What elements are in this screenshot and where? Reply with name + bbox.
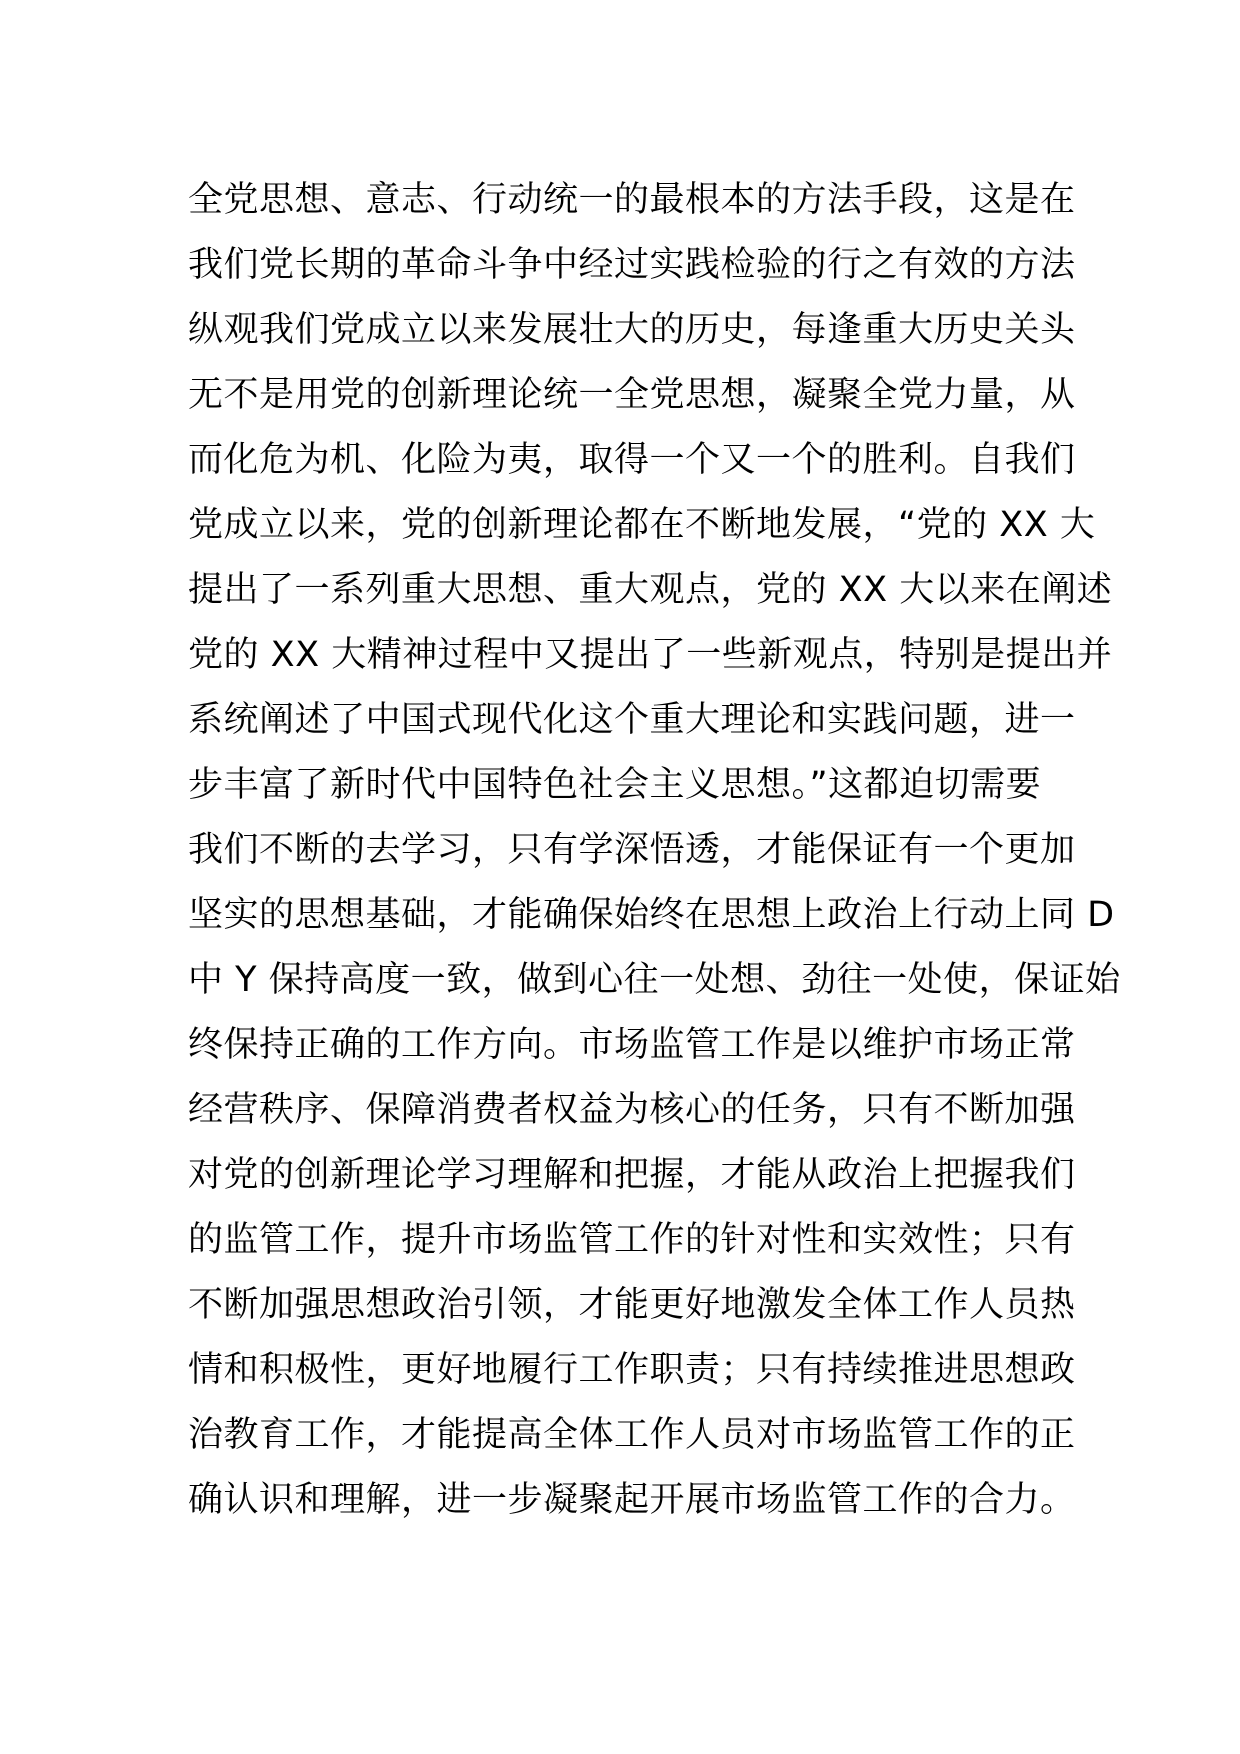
text-line: 系统阐述了中国式现代化这个重大理论和实践问题，进一 [188,700,1076,740]
text-line: 纵观我们党成立以来发展壮大的历史，每逢重大历史关头 [188,310,1076,350]
text-line: 情和积极性，更好地履行工作职责；只有持续推进思想政 [188,1350,1076,1390]
text-line: 步丰富了新时代中国特色社会主义思想。”这都迫切需要 [188,765,1042,805]
text-line: 不断加强思想政治引领，才能更好地激发全体工作人员热 [188,1285,1076,1325]
text-line: 治教育工作，才能提高全体工作人员对市场监管工作的正 [188,1415,1076,1455]
text-line: 经营秩序、保障消费者权益为核心的任务，只有不断加强 [188,1090,1076,1130]
text-line: 确认识和理解，进一步凝聚起开展市场监管工作的合力。 [188,1480,1076,1520]
text-line: 党成立以来，党的创新理论都在不断地发展，“党的 XX 大 [188,505,1096,545]
text-line: 无不是用党的创新理论统一全党思想，凝聚全党力量，从 [188,375,1076,415]
body-paragraph [188,168,1121,1533]
text-line: 我们不断的去学习，只有学深悟透，才能保证有一个更加 [188,830,1076,870]
text-line: 对党的创新理论学习理解和把握，才能从政治上把握我们 [188,1155,1076,1195]
text-line: 全党思想、意志、行动统一的最根本的方法手段，这是在 [188,180,1076,220]
text-line: 终保持正确的工作方向。市场监管工作是以维护市场正常 [188,1025,1076,1065]
text-line: 坚实的思想基础，才能确保始终在思想上政治上行动上同 D [188,895,1115,935]
text-line: 而化危为机、化险为夷，取得一个又一个的胜利。自我们 [188,440,1076,480]
text-line: 提出了一系列重大思想、重大观点，党的 XX 大以来在阐述 [188,570,1113,610]
text-line: 的监管工作，提升市场监管工作的针对性和实效性；只有 [188,1220,1076,1260]
text-line: 党的 XX 大精神过程中又提出了一些新观点，特别是提出并 [188,635,1113,675]
text-line: 中 Y 保持高度一致，做到心往一处想、劲往一处使，保证始 [188,960,1121,1000]
text-line: 我们党长期的革命斗争中经过实践检验的行之有效的方法 [188,245,1076,285]
